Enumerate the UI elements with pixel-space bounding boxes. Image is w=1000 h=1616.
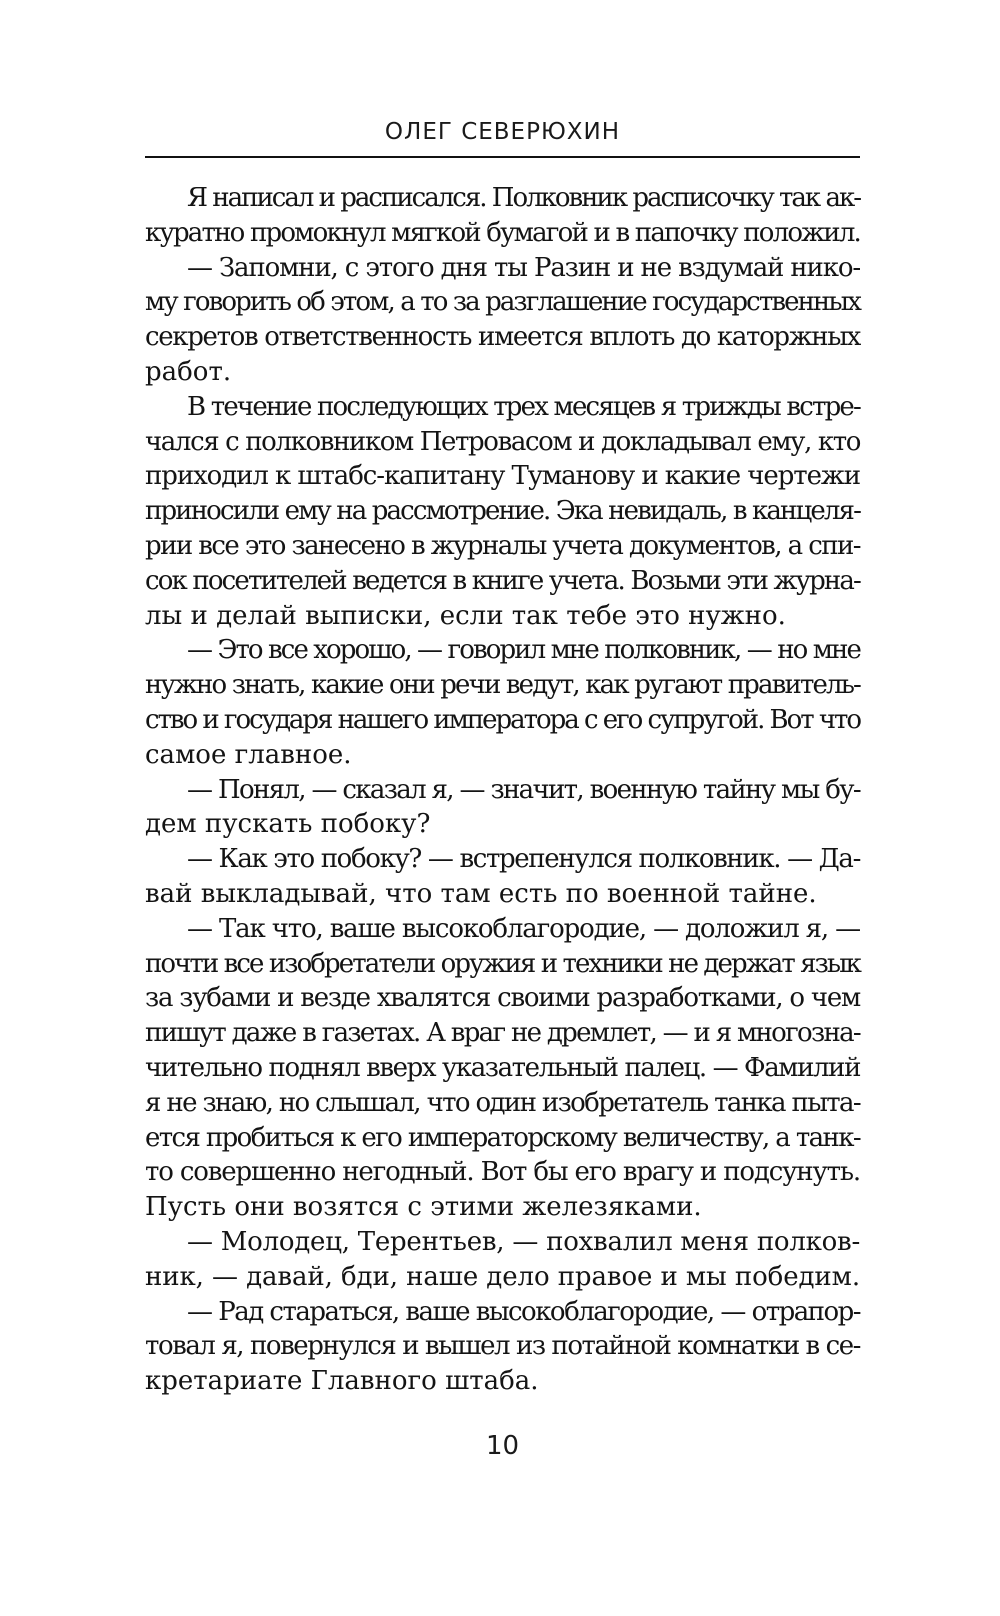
page-number: 10: [485, 1431, 520, 1461]
text-line: пишут даже в газетах. А враг не дремлет, — и я многозна-: [145, 1018, 860, 1049]
running-head-author: ОЛЕГ СЕВЕРЮХИН: [384, 119, 621, 145]
text-line: приносили ему на рассмотрение. Эка невидаль, в канцеля-: [145, 496, 860, 527]
text-line: ется пробиться к его императорскому величеству, а танк-: [145, 1122, 860, 1153]
text-line: — Это все хорошо, — говорил мне полковник, — но мне: [187, 635, 860, 666]
body-text: [145, 181, 860, 1399]
text-line: за зубами и везде хвалятся своими разработками, о чем: [145, 983, 860, 1014]
text-line: вай выкладывай, что там есть по военной тайне.: [145, 878, 817, 909]
text-line: товал я, повернулся и вышел из потайной комнатки в се-: [145, 1331, 860, 1362]
text-line: секретов ответственность имеется вплоть до каторжных: [145, 322, 860, 353]
text-line: чался с полковником Петровасом и докладывал ему, кто: [145, 426, 860, 457]
header-rule: [145, 156, 860, 158]
text-line: кретариате Главного штаба.: [145, 1366, 539, 1397]
text-line: ник, — давай, бди, наше дело правое и мы победим.: [145, 1261, 860, 1292]
text-line: куратно промокнул мягкой бумагой и в папочку положил.: [145, 217, 861, 248]
text-line: самое главное.: [145, 739, 352, 770]
text-line: му говорить об этом, а то за разглашение государственных: [145, 287, 860, 318]
text-line: почти все изобретатели оружия и техники не держат язык: [145, 948, 861, 979]
text-line: рии все это занесено в журналы учета документов, а спи-: [145, 530, 861, 561]
text-line: — Запомни, с этого дня ты Разин и не вздумай нико-: [187, 252, 860, 283]
text-line: нужно знать, какие они речи ведут, как ругают правитель-: [145, 670, 861, 701]
text-line: Я написал и расписался. Полковник расписочку так ак-: [187, 183, 861, 213]
text-line: Пусть они возятся с этими железяками.: [145, 1192, 702, 1223]
text-line: — Рад стараться, ваше высокоблагородие, — отрапор-: [187, 1296, 861, 1327]
text-line: сок посетителей ведется в книге учета. Возьми эти журна-: [145, 565, 860, 596]
text-line: лы и делай выписки, если так тебе это нужно.: [145, 600, 786, 631]
text-line: я не знаю, но слышал, что один изобретатель танка пыта-: [145, 1087, 861, 1118]
text-line: дем пускать побоку?: [145, 809, 431, 840]
text-line: В течение последующих трех месяцев я трижды встре-: [187, 391, 860, 422]
text-line: — Молодец, Терентьев, — похвалил меня полков-: [187, 1226, 860, 1257]
text-line: — Как это побоку? — встрепенулся полковник. — Да-: [187, 844, 860, 875]
text-line: — Понял, — сказал я, — значит, военную тайну мы бу-: [187, 774, 860, 805]
text-line: чительно поднял вверх указательный палец. — Фамилий: [145, 1052, 860, 1083]
text-line: приходил к штабс-капитану Туманову и какие чертежи: [145, 461, 861, 492]
text-line: ство и государя нашего императора с его супругой. Вот что: [145, 704, 861, 735]
text-line: то совершенно негодный. Вот бы его врагу и подсунуть.: [145, 1157, 860, 1188]
text-line: работ.: [145, 356, 232, 387]
text-line: — Так что, ваше высокоблагородие, — доложил я, —: [187, 913, 860, 944]
